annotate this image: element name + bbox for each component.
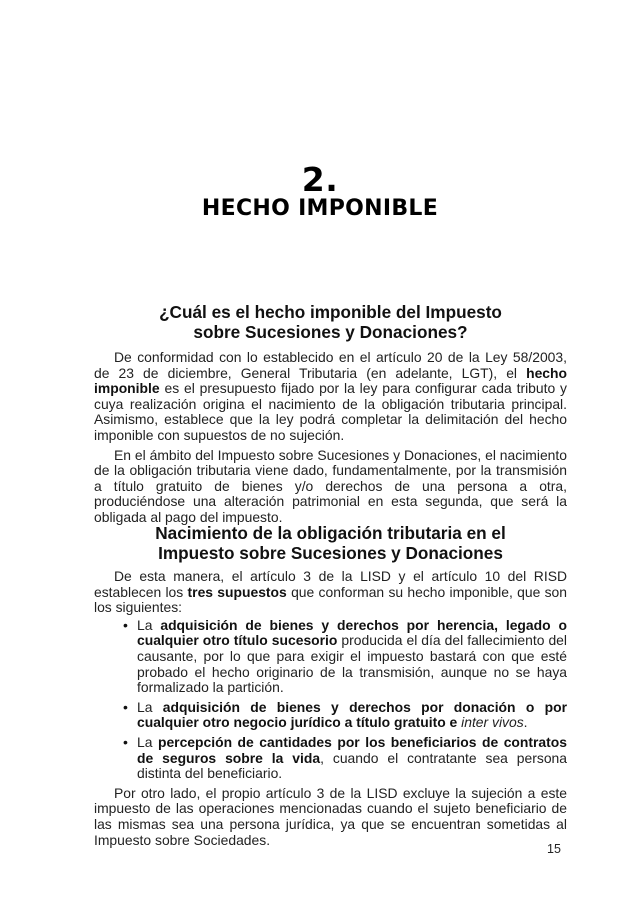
list-item	[137, 735, 567, 782]
text-run: La	[137, 698, 163, 715]
paragraph-definition	[94, 350, 567, 444]
chapter-title: HECHO IMPONIBLE	[201, 196, 439, 221]
bold-term: adquisición de bienes y derechos por donación o por cualquier otro negocio jurídico a título gratuito e	[137, 698, 567, 731]
bold-term: hecho imponible	[94, 364, 567, 397]
section-heading	[94, 523, 567, 563]
section-heading-line-1: ¿Cuál es el hecho imponible del Impuesto	[159, 302, 502, 322]
text-run: La	[137, 616, 161, 633]
bold-term: adquisición de bienes y derechos por herencia, legado o cualquier otro título sucesorio	[137, 616, 567, 649]
supuestos-list	[94, 618, 567, 782]
bold-term: tres supuestos	[187, 583, 287, 600]
paragraph-closing: Por otro lado, el propio artículo 3 de la LISD excluye la sujeción a este impuesto de las operaciones mencionadas cuando el sujeto beneficiario de las mismas sea una persona jurídica, ya que se encuentran sometidas al Impuesto sobre Sociedades.	[94, 784, 567, 848]
text-run: De conformidad con lo establecido en el artículo 20 de la Ley 58/2003, de 23 de diciembre, General Tributaria (en adelante, LGT), el	[94, 349, 567, 381]
bold-term: percepción de cantidades por los beneficiarios de contratos de seguros sobre la vida	[137, 733, 567, 766]
text-run: La	[137, 733, 158, 750]
section-heading-line-2: sobre Sucesiones y Donaciones?	[193, 322, 468, 342]
section-heading	[94, 302, 567, 342]
section-nacimiento	[94, 523, 567, 848]
paragraph-ambito: En el ámbito del Impuesto sobre Sucesiones y Donaciones, el nacimiento de la obligación tributaria viene dado, fundamentalmente, por la transmisión a título gratuito de bienes y/o derechos de una persona a otra, produciéndose una alteración patrimonial en esta segunda, que será la obligada al pago del impuesto.	[94, 446, 567, 525]
list-item	[137, 618, 567, 696]
italic-term: inter vivos	[461, 714, 524, 731]
chapter-number: 2.	[301, 160, 339, 199]
section-hecho-imponible	[94, 302, 567, 526]
section-heading-line-1: Nacimiento de la obligación tributaria en el	[155, 523, 506, 543]
text-run: .	[523, 714, 528, 731]
section-heading-line-2: Impuesto sobre Sucesiones y Donaciones	[158, 543, 503, 563]
text-run: De esta manera, el artículo 3 de la LISD y el artículo 10 del RISD establecen los	[94, 568, 567, 600]
text-run: que conforman su hecho imponible, que son los siguientes:	[94, 583, 568, 616]
text-run: es el presupuesto fijado por la ley para configurar cada tributo y cuya realización origina el nacimiento de la obligación tributaria principal. Asimismo, establece que la ley podrá completar la delimitación del hecho imponible con supuestos de no sujeción.	[94, 380, 567, 443]
text-run: producida el día del fallecimiento del causante, por lo que para exigir el impuesto bastará con que esté probado el hecho originario de la transmisión, aunque no se haya formalizado la partición.	[137, 632, 567, 696]
list-item	[137, 700, 567, 731]
page-number: 15	[547, 842, 561, 856]
paragraph-intro	[94, 569, 567, 616]
text-run: , cuando el contratante sea persona distinta del beneficiario.	[137, 749, 568, 782]
